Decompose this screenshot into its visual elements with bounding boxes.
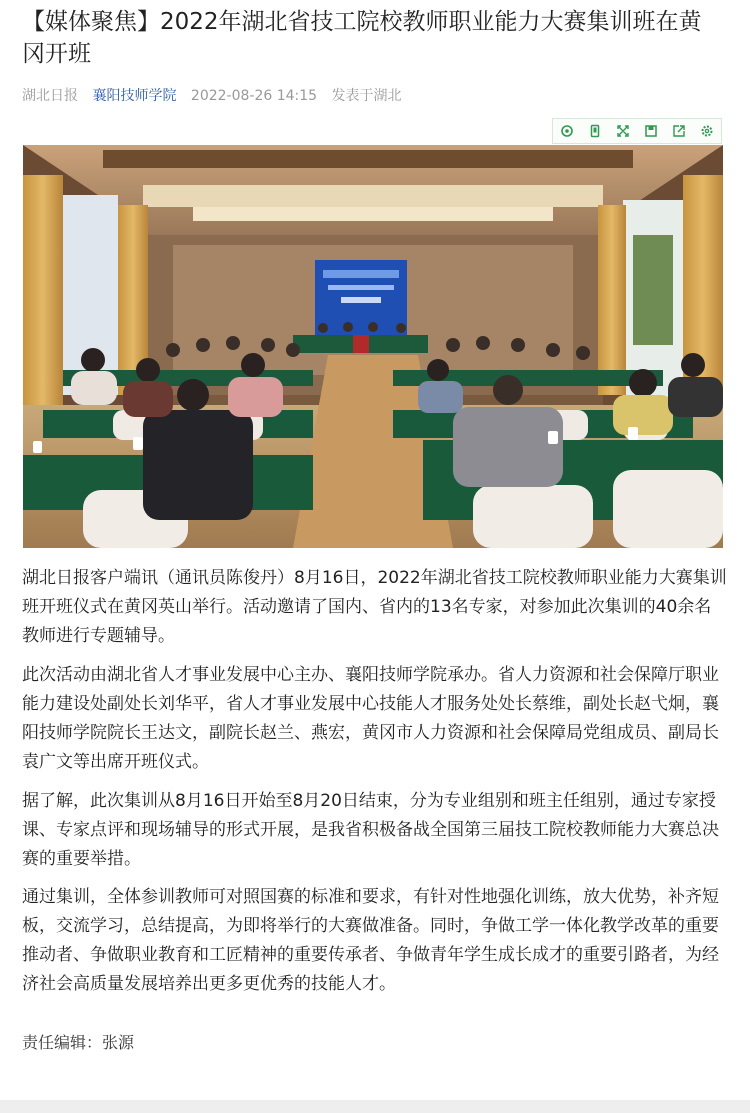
fullscreen-button[interactable] bbox=[613, 121, 633, 141]
event-photo bbox=[23, 145, 723, 548]
save-button[interactable] bbox=[641, 121, 661, 141]
article-paragraph-2: 此次活动由湖北省人才事业发展中心主办、襄阳技师学院承办。省人力资源和社会保障厅职业能力建设处副处长刘华平，省人才事业发展中心技能人才服务处处长蔡维，副处长赵弋炯，襄阳技师学院院长王达文，副院长赵兰、燕宏，黄冈市人力资源和社会保障局党组成员、副局长袁广文等出席开班仪式。 bbox=[22, 665, 719, 772]
qr-code-icon bbox=[560, 124, 574, 138]
article-paragraph-1: 湖北日报客户端讯（通讯员陈俊丹）8月16日，2022年湖北省技工院校教师职业能力大赛集训班开班仪式在黄冈英山举行。活动邀请了国内、省内的13名专家，对参加此次集训的40余名教师进行专题辅导。 bbox=[22, 568, 727, 646]
publish-location: 发表于湖北 bbox=[331, 88, 402, 104]
settings-button[interactable] bbox=[697, 121, 717, 141]
mobile-button[interactable] bbox=[585, 121, 605, 141]
source-label: 湖北日报 bbox=[22, 88, 78, 104]
fullscreen-icon bbox=[616, 124, 630, 138]
mobile-icon bbox=[588, 124, 602, 138]
article-paragraph-3: 据了解，此次集训从8月16日开始至8月20日结束，分为专业组别和班主任组别，通过专家授课、专家点评和现场辅导的形式开展，是我省积极备战全国第三届技工院校教师能力大赛总决赛的重要举措。 bbox=[22, 791, 719, 869]
responsible-editor: 责任编辑：张源 bbox=[22, 1033, 135, 1052]
article-meta bbox=[22, 85, 412, 105]
qr-code-button[interactable] bbox=[557, 121, 577, 141]
organization-link[interactable]: 襄阳技师学院 bbox=[92, 88, 177, 104]
article-paragraph-4: 通过集训，全体参训教师可对照国赛的标准和要求，有针对性地强化训练，放大优势，补齐短板，交流学习，总结提高，为即将举行的大赛做准备。同时，争做工学一体化教学改革的重要推动者、争做职业教育和工匠精神的重要传承者、争做青年学生成长成才的重要引路者，为经济社会高质量发展培养出更多更优秀的技能人才。 bbox=[22, 887, 719, 994]
settings-icon bbox=[700, 124, 714, 138]
share-icon bbox=[672, 124, 686, 138]
share-button[interactable] bbox=[669, 121, 689, 141]
save-icon bbox=[644, 124, 658, 138]
footer-bar bbox=[0, 1100, 750, 1113]
publish-datetime: 2022-08-26 14:15 bbox=[190, 88, 318, 104]
article-title: 【媒体聚焦】2022年湖北省技工院校教师职业能力大赛集训班在黄冈开班 bbox=[22, 9, 702, 67]
article-toolbar bbox=[552, 118, 722, 144]
